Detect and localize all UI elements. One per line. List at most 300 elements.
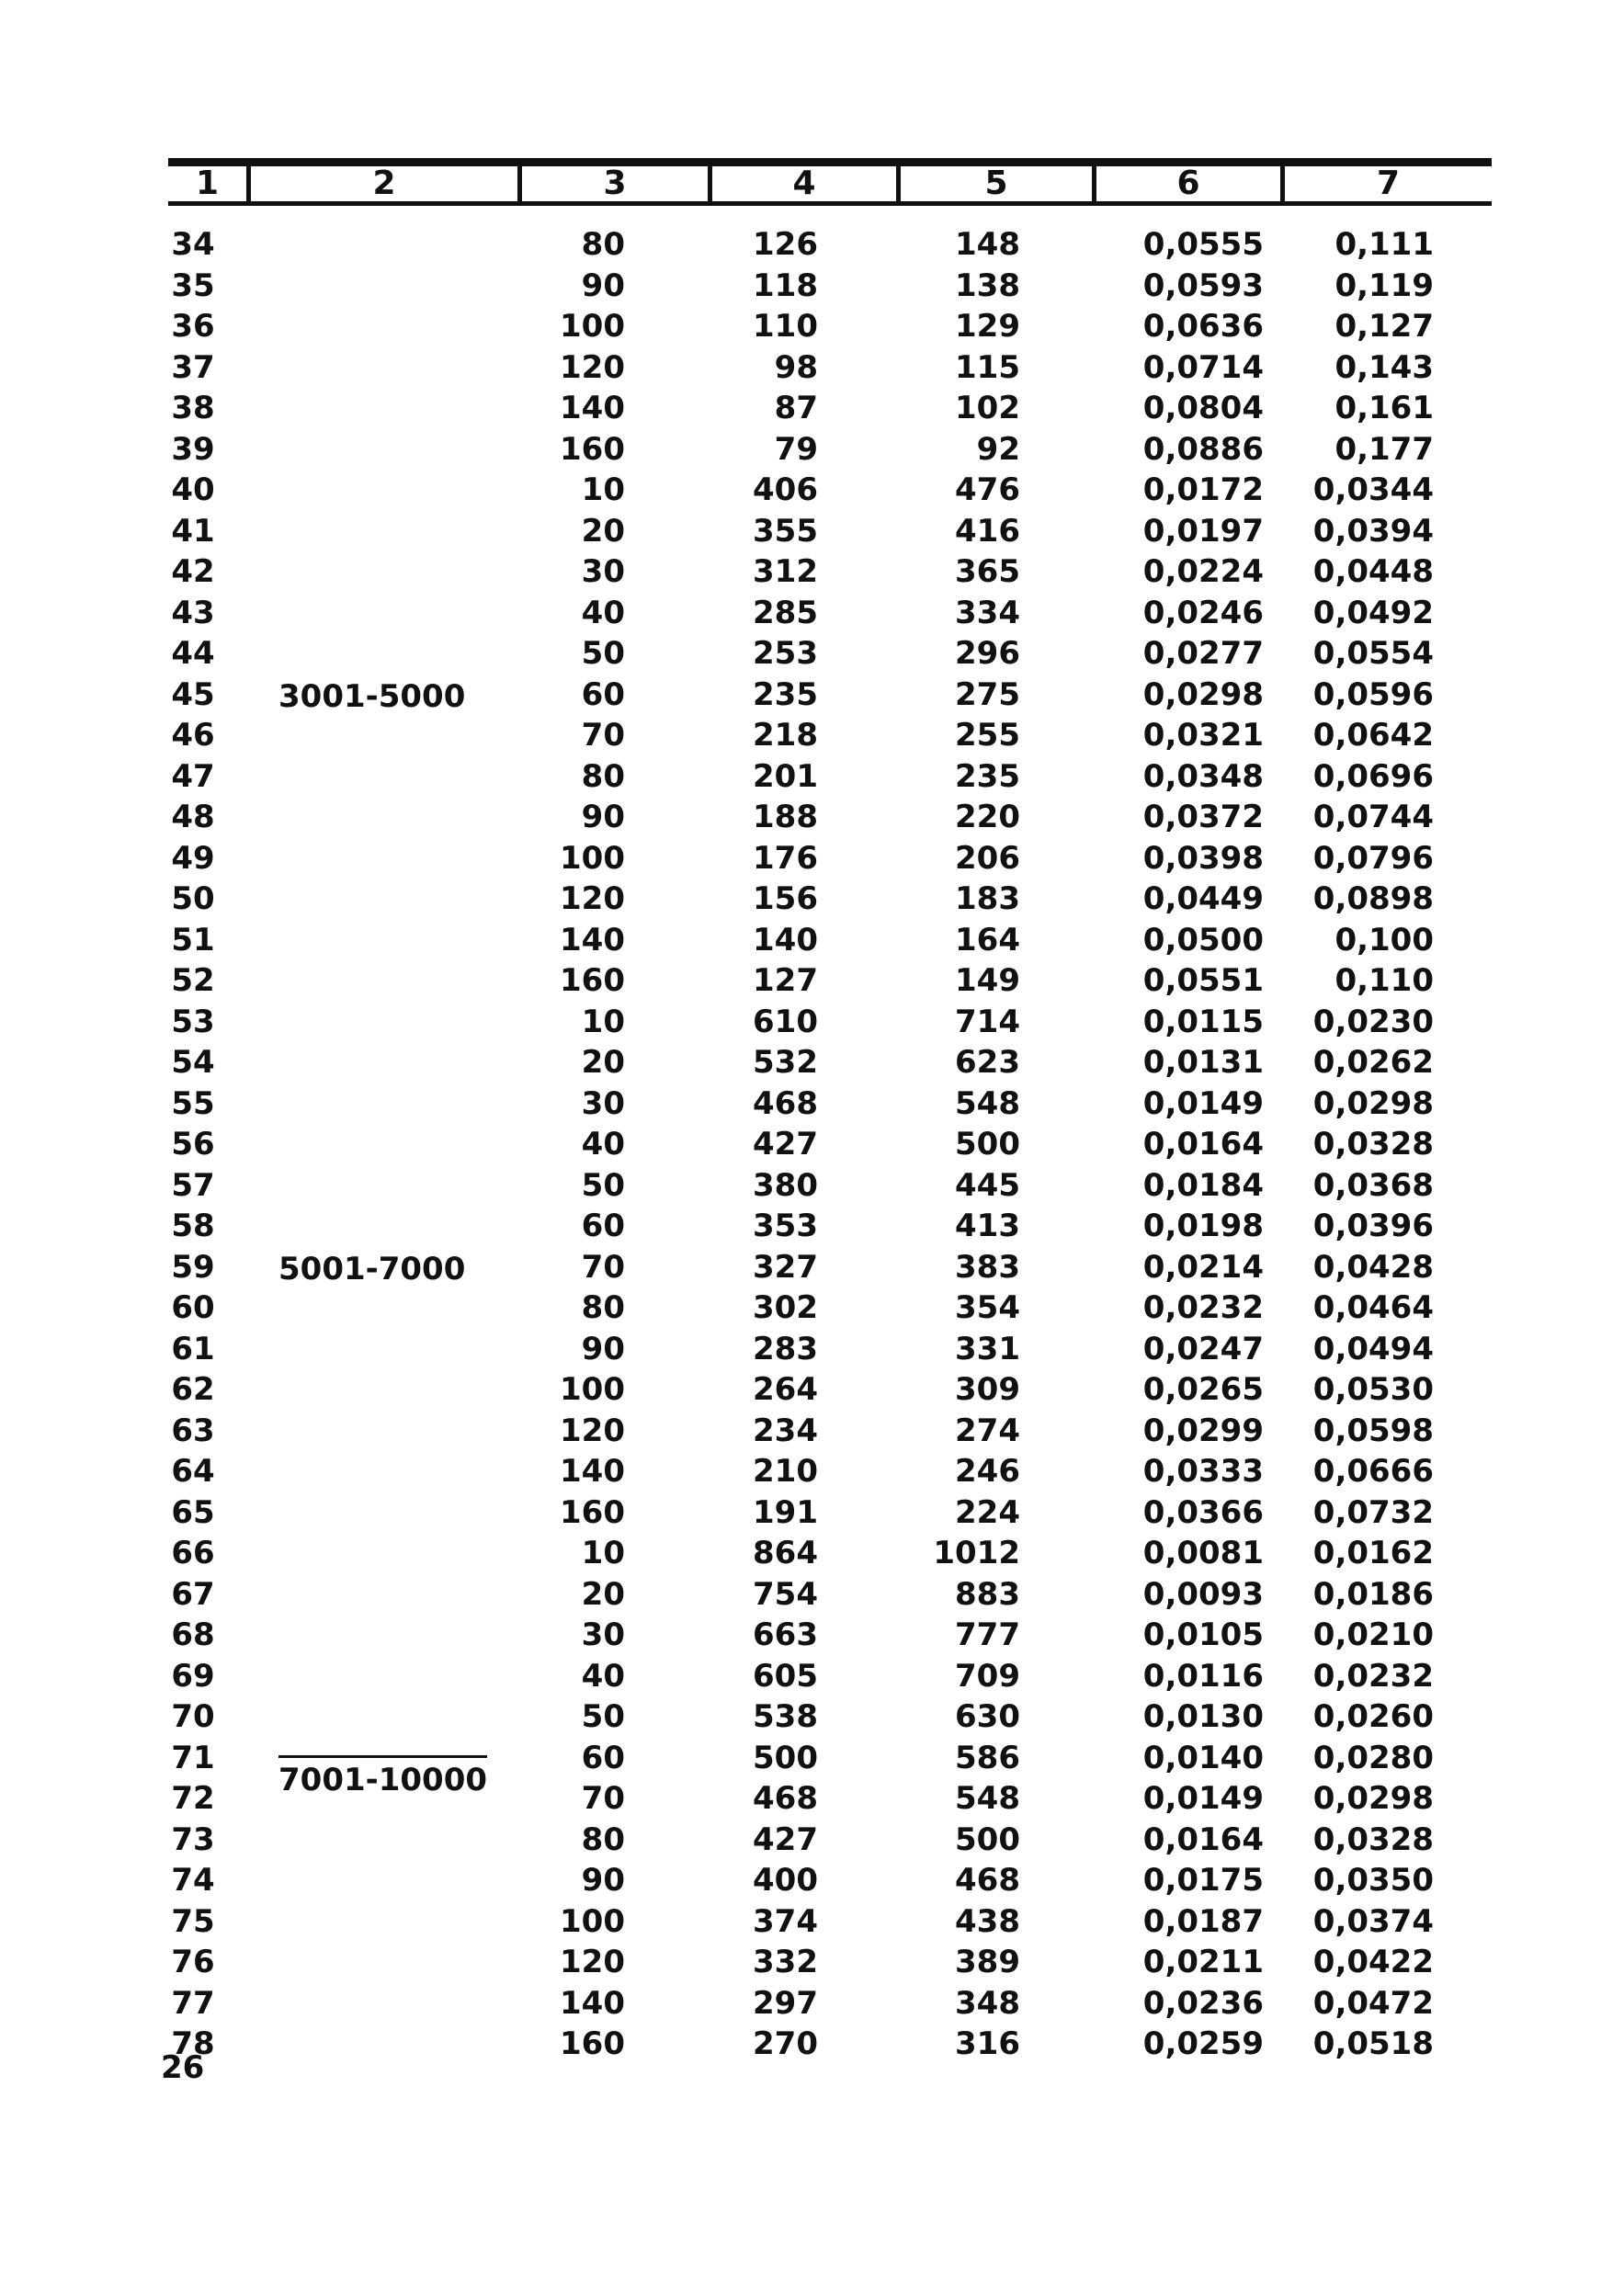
cell-col7: 0,111: [1334, 226, 1434, 263]
cell-col7: 0,0260: [1312, 1698, 1434, 1735]
row-number: 34: [171, 226, 215, 263]
column-header-2: 2: [372, 164, 396, 202]
row-number: 55: [171, 1084, 215, 1122]
cell-col5: 148: [955, 226, 1020, 263]
cell-col3: 90: [581, 1862, 625, 1899]
cell-col4: 380: [753, 1166, 818, 1204]
cell-col4: 210: [753, 1453, 818, 1490]
row-number: 51: [171, 921, 215, 958]
cell-col6: 0,0093: [1142, 1575, 1264, 1613]
row-number: 66: [171, 1535, 215, 1571]
row-number: 67: [171, 1575, 215, 1613]
cell-col3: 90: [581, 267, 625, 304]
table-row: [0, 838, 1624, 879]
column-header-7: 7: [1376, 164, 1401, 202]
cell-col6: 0,0449: [1142, 880, 1264, 917]
cell-col4: 332: [753, 1944, 818, 1980]
cell-col4: 297: [753, 1984, 818, 2022]
cell-col5: 383: [955, 1248, 1020, 1286]
cell-col6: 0,0372: [1142, 799, 1264, 835]
cell-col4: 234: [753, 1412, 818, 1449]
cell-col7: 0,0732: [1312, 1493, 1434, 1531]
table-row: [0, 1247, 1624, 1288]
cell-col5: 331: [955, 1330, 1020, 1367]
cell-col4: 605: [753, 1657, 818, 1695]
cell-col7: 0,0328: [1312, 1820, 1434, 1858]
cell-col7: 0,0396: [1312, 1208, 1434, 1244]
row-number: 41: [171, 512, 215, 550]
cell-col6: 0,0348: [1142, 757, 1264, 795]
table-row: [0, 1369, 1624, 1411]
cell-col5: 235: [955, 757, 1020, 795]
cell-col3: 30: [581, 553, 625, 590]
cell-col6: 0,0500: [1142, 921, 1264, 958]
cell-col6: 0,0130: [1142, 1698, 1264, 1735]
row-number: 71: [171, 1739, 215, 1776]
cell-col3: 50: [581, 1698, 625, 1735]
cell-col7: 0,0298: [1312, 1084, 1434, 1122]
cell-col6: 0,0140: [1142, 1739, 1264, 1776]
table-row: [0, 1778, 1624, 1820]
cell-col5: 309: [955, 1371, 1020, 1408]
table-row: [0, 756, 1624, 798]
row-number: 43: [171, 594, 215, 631]
cell-col7: 0,0494: [1312, 1330, 1434, 1367]
cell-col7: 0,0328: [1312, 1126, 1434, 1163]
cell-col3: 120: [560, 1412, 625, 1449]
cell-col5: 413: [955, 1208, 1020, 1244]
cell-col5: 416: [955, 512, 1020, 550]
cell-col3: 10: [581, 1535, 625, 1571]
cell-col7: 0,0262: [1312, 1044, 1434, 1081]
cell-col5: 777: [955, 1616, 1020, 1653]
table-row: [0, 675, 1624, 716]
cell-col3: 100: [560, 308, 625, 345]
row-number: 52: [171, 962, 215, 999]
cell-col3: 80: [581, 757, 625, 795]
cell-col6: 0,0555: [1142, 226, 1264, 263]
cell-col6: 0,0636: [1142, 308, 1264, 345]
cell-col3: 140: [560, 921, 625, 958]
row-number: 64: [171, 1453, 215, 1490]
cell-col6: 0,0321: [1142, 717, 1264, 754]
row-number: 53: [171, 1003, 215, 1040]
cell-col5: 224: [955, 1493, 1020, 1531]
cell-col6: 0,0265: [1142, 1371, 1264, 1408]
cell-col6: 0,0398: [1142, 839, 1264, 877]
cell-col5: 138: [955, 267, 1020, 304]
cell-col4: 253: [753, 635, 818, 672]
cell-col3: 80: [581, 1289, 625, 1326]
cell-col7: 0,0374: [1312, 1902, 1434, 1940]
cell-col7: 0,110: [1334, 962, 1434, 999]
cell-col6: 0,0333: [1142, 1453, 1264, 1490]
cell-col5: 164: [955, 921, 1020, 958]
cell-col7: 0,0428: [1312, 1248, 1434, 1286]
cell-col4: 127: [753, 962, 818, 999]
cell-col7: 0,0596: [1312, 675, 1434, 713]
row-number: 35: [171, 267, 215, 304]
cell-col6: 0,0187: [1142, 1902, 1264, 1940]
cell-col3: 140: [560, 1453, 625, 1490]
cell-col6: 0,0277: [1142, 635, 1264, 672]
cell-col5: 255: [955, 717, 1020, 754]
cell-col3: 90: [581, 799, 625, 835]
cell-col3: 20: [581, 1044, 625, 1081]
cell-col3: 140: [560, 1984, 625, 2022]
table-row: [0, 266, 1624, 307]
cell-col6: 0,0149: [1142, 1084, 1264, 1122]
cell-col6: 0,0164: [1142, 1820, 1264, 1858]
cell-col3: 120: [560, 348, 625, 386]
cell-col5: 586: [955, 1739, 1020, 1776]
cell-col4: 188: [753, 799, 818, 835]
cell-col7: 0,0464: [1312, 1289, 1434, 1326]
cell-col6: 0,0149: [1142, 1780, 1264, 1817]
cell-col7: 0,0344: [1312, 471, 1434, 508]
table-row: [0, 1287, 1624, 1329]
cell-col4: 110: [753, 308, 818, 345]
cell-col7: 0,0666: [1312, 1453, 1434, 1490]
cell-col7: 0,0350: [1312, 1862, 1434, 1899]
cell-col4: 191: [753, 1493, 818, 1531]
cell-col6: 0,0714: [1142, 348, 1264, 386]
cell-col7: 0,0744: [1312, 799, 1434, 835]
row-number: 49: [171, 839, 215, 877]
cell-col3: 160: [560, 430, 625, 468]
cell-col3: 100: [560, 839, 625, 877]
cell-col4: 754: [753, 1575, 818, 1613]
cell-col6: 0,0247: [1142, 1330, 1264, 1367]
table-row: [0, 715, 1624, 756]
table-row: [0, 1615, 1624, 1656]
cell-col4: 87: [774, 390, 818, 426]
cell-col6: 0,0081: [1142, 1535, 1264, 1571]
cell-col3: 160: [560, 1493, 625, 1531]
column-header-6: 6: [1176, 164, 1200, 202]
row-number: 74: [171, 1862, 215, 1899]
cell-col7: 0,0518: [1312, 2025, 1434, 2062]
cell-col4: 374: [753, 1902, 818, 1940]
row-number: 39: [171, 430, 215, 468]
cell-col5: 183: [955, 880, 1020, 917]
table-row: [0, 551, 1624, 593]
cell-col6: 0,0214: [1142, 1248, 1264, 1286]
cell-col5: 1012: [933, 1535, 1020, 1571]
cell-col3: 40: [581, 594, 625, 631]
cell-col4: 285: [753, 594, 818, 631]
table-row: [0, 1492, 1624, 1534]
column-header-5: 5: [984, 164, 1008, 202]
table-row: [0, 388, 1624, 429]
table-row: [0, 1820, 1624, 1861]
row-number: 46: [171, 717, 215, 754]
table-row: [0, 2024, 1624, 2065]
cell-col5: 220: [955, 799, 1020, 835]
cell-col7: 0,0598: [1312, 1412, 1434, 1449]
cell-col5: 348: [955, 1984, 1020, 2022]
cell-col5: 206: [955, 839, 1020, 877]
cell-col4: 538: [753, 1698, 818, 1735]
cell-col4: 312: [753, 553, 818, 590]
cell-col5: 548: [955, 1780, 1020, 1817]
cell-col7: 0,0898: [1312, 880, 1434, 917]
table-row: [0, 1738, 1624, 1779]
cell-col3: 70: [581, 1780, 625, 1817]
row-number: 65: [171, 1493, 215, 1531]
cell-col3: 40: [581, 1657, 625, 1695]
cell-col5: 365: [955, 553, 1020, 590]
table-row: [0, 879, 1624, 920]
cell-col5: 316: [955, 2025, 1020, 2062]
row-number: 69: [171, 1657, 215, 1695]
cell-col5: 500: [955, 1126, 1020, 1163]
cell-col7: 0,0448: [1312, 553, 1434, 590]
column-header-4: 4: [792, 164, 816, 202]
cell-col4: 610: [753, 1003, 818, 1040]
table-row: [0, 633, 1624, 675]
table-row: [0, 1696, 1624, 1738]
cell-col7: 0,0368: [1312, 1166, 1434, 1204]
cell-col5: 334: [955, 594, 1020, 631]
table-row: [0, 1165, 1624, 1207]
row-number: 60: [171, 1289, 215, 1326]
row-number: 62: [171, 1371, 215, 1408]
cell-col6: 0,0131: [1142, 1044, 1264, 1081]
cell-col5: 714: [955, 1003, 1020, 1040]
row-number: 36: [171, 308, 215, 345]
row-number: 57: [171, 1166, 215, 1204]
cell-col7: 0,0554: [1312, 635, 1434, 672]
cell-col7: 0,0642: [1312, 717, 1434, 754]
group-label: 3001-5000: [278, 678, 466, 715]
table-row: [0, 1656, 1624, 1697]
table-row: [0, 1533, 1624, 1574]
table-row: [0, 1574, 1624, 1616]
cell-col6: 0,0593: [1142, 267, 1264, 304]
cell-col7: 0,0186: [1312, 1575, 1434, 1613]
cell-col5: 102: [955, 390, 1020, 426]
group-label: 5001-7000: [278, 1251, 466, 1287]
cell-col3: 80: [581, 1820, 625, 1858]
cell-col3: 70: [581, 1248, 625, 1286]
cell-col5: 354: [955, 1289, 1020, 1326]
column-header-3: 3: [603, 164, 627, 202]
cell-col5: 92: [976, 430, 1020, 468]
cell-col6: 0,0198: [1142, 1208, 1264, 1244]
cell-col3: 10: [581, 471, 625, 508]
cell-col3: 10: [581, 1003, 625, 1040]
table-row: [0, 1124, 1624, 1165]
cell-col4: 500: [753, 1739, 818, 1776]
cell-col5: 883: [955, 1575, 1020, 1613]
cell-col5: 468: [955, 1862, 1020, 1899]
table-row: [0, 1942, 1624, 1983]
cell-col6: 0,0366: [1142, 1493, 1264, 1531]
row-number: 40: [171, 471, 215, 508]
row-number: 38: [171, 390, 215, 426]
row-number: 37: [171, 348, 215, 386]
cell-col3: 50: [581, 635, 625, 672]
cell-col6: 0,0551: [1142, 962, 1264, 999]
cell-col6: 0,0804: [1142, 390, 1264, 426]
table-row: [0, 1206, 1624, 1247]
cell-col4: 218: [753, 717, 818, 754]
cell-col5: 438: [955, 1902, 1020, 1940]
cell-col6: 0,0175: [1142, 1862, 1264, 1899]
cell-col7: 0,0422: [1312, 1944, 1434, 1980]
cell-col7: 0,143: [1334, 348, 1434, 386]
cell-col6: 0,0105: [1142, 1616, 1264, 1653]
cell-col5: 296: [955, 635, 1020, 672]
cell-col3: 30: [581, 1616, 625, 1653]
cell-col3: 160: [560, 2025, 625, 2062]
cell-col7: 0,0298: [1312, 1780, 1434, 1817]
cell-col7: 0,100: [1334, 921, 1434, 958]
table-row: [0, 797, 1624, 838]
cell-col5: 476: [955, 471, 1020, 508]
cell-col5: 630: [955, 1698, 1020, 1735]
cell-col7: 0,0232: [1312, 1657, 1434, 1695]
cell-col6: 0,0232: [1142, 1289, 1264, 1326]
cell-col4: 468: [753, 1084, 818, 1122]
cell-col4: 427: [753, 1126, 818, 1163]
cell-col6: 0,0184: [1142, 1166, 1264, 1204]
cell-col7: 0,0394: [1312, 512, 1434, 550]
cell-col6: 0,0197: [1142, 512, 1264, 550]
cell-col4: 156: [753, 880, 818, 917]
row-number: 47: [171, 757, 215, 795]
cell-col3: 60: [581, 1208, 625, 1244]
cell-col7: 0,0530: [1312, 1371, 1434, 1408]
table-row: [0, 1901, 1624, 1943]
cell-col3: 40: [581, 1126, 625, 1163]
cell-col4: 864: [753, 1535, 818, 1571]
cell-col6: 0,0298: [1142, 675, 1264, 713]
cell-col6: 0,0115: [1142, 1003, 1264, 1040]
cell-col4: 427: [753, 1820, 818, 1858]
cell-col3: 120: [560, 1944, 625, 1980]
table-row: [0, 224, 1624, 266]
cell-col7: 0,0210: [1312, 1616, 1434, 1653]
cell-col4: 400: [753, 1862, 818, 1899]
cell-col4: 176: [753, 839, 818, 877]
table-row: [0, 470, 1624, 511]
cell-col6: 0,0116: [1142, 1657, 1264, 1695]
row-number: 78: [171, 2025, 215, 2062]
row-number: 44: [171, 635, 215, 672]
row-number: 50: [171, 880, 215, 917]
cell-col4: 283: [753, 1330, 818, 1367]
cell-col4: 235: [753, 675, 818, 713]
cell-col5: 623: [955, 1044, 1020, 1081]
row-number: 54: [171, 1044, 215, 1081]
cell-col3: 20: [581, 512, 625, 550]
cell-col4: 327: [753, 1248, 818, 1286]
row-number: 73: [171, 1820, 215, 1858]
cell-col3: 100: [560, 1902, 625, 1940]
cell-col7: 0,119: [1334, 267, 1434, 304]
row-number: 68: [171, 1616, 215, 1653]
cell-col5: 115: [955, 348, 1020, 386]
cell-col4: 140: [753, 921, 818, 958]
row-number: 75: [171, 1902, 215, 1940]
cell-col6: 0,0172: [1142, 471, 1264, 508]
cell-col7: 0,0796: [1312, 839, 1434, 877]
row-number: 61: [171, 1330, 215, 1367]
cell-col5: 275: [955, 675, 1020, 713]
row-number: 56: [171, 1126, 215, 1163]
cell-col3: 120: [560, 880, 625, 917]
cell-col5: 389: [955, 1944, 1020, 1980]
cell-col4: 406: [753, 471, 818, 508]
cell-col3: 160: [560, 962, 625, 999]
table-body: [0, 224, 1624, 2065]
row-number: 58: [171, 1208, 215, 1244]
table-row: [0, 429, 1624, 471]
cell-col5: 709: [955, 1657, 1020, 1695]
cell-col3: 60: [581, 675, 625, 713]
cell-col3: 90: [581, 1330, 625, 1367]
row-number: 76: [171, 1944, 215, 1980]
cell-col4: 126: [753, 226, 818, 263]
cell-col6: 0,0236: [1142, 1984, 1264, 2022]
table-row: [0, 1860, 1624, 1901]
cell-col6: 0,0224: [1142, 553, 1264, 590]
cell-col4: 302: [753, 1289, 818, 1326]
cell-col4: 270: [753, 2025, 818, 2062]
cell-col6: 0,0211: [1142, 1944, 1264, 1980]
cell-col4: 468: [753, 1780, 818, 1817]
cell-col4: 532: [753, 1044, 818, 1081]
row-number: 63: [171, 1412, 215, 1449]
cell-col4: 79: [774, 430, 818, 468]
page-number: 26: [161, 2049, 205, 2086]
cell-col3: 100: [560, 1371, 625, 1408]
cell-col7: 0,161: [1334, 390, 1434, 426]
cell-col4: 118: [753, 267, 818, 304]
cell-col7: 0,0230: [1312, 1003, 1434, 1040]
table-row: [0, 1411, 1624, 1452]
cell-col4: 663: [753, 1616, 818, 1653]
column-header-1: 1: [195, 164, 220, 202]
cell-col5: 274: [955, 1412, 1020, 1449]
cell-col3: 30: [581, 1084, 625, 1122]
row-number: 59: [171, 1248, 215, 1286]
cell-col6: 0,0299: [1142, 1412, 1264, 1449]
table-row: [0, 920, 1624, 961]
cell-col3: 70: [581, 717, 625, 754]
table-row: [0, 1983, 1624, 2024]
cell-col6: 0,0246: [1142, 594, 1264, 631]
table-row: [0, 347, 1624, 389]
cell-col5: 149: [955, 962, 1020, 999]
cell-col6: 0,0259: [1142, 2025, 1264, 2062]
table-row: [0, 593, 1624, 634]
cell-col7: 0,0492: [1312, 594, 1434, 631]
table-row: [0, 1451, 1624, 1492]
cell-col3: 60: [581, 1739, 625, 1776]
cell-col3: 80: [581, 226, 625, 263]
group-label: 7001-10000: [278, 1755, 487, 1800]
cell-col4: 264: [753, 1371, 818, 1408]
cell-col3: 20: [581, 1575, 625, 1613]
cell-col7: 0,177: [1334, 430, 1434, 468]
cell-col6: 0,0164: [1142, 1126, 1264, 1163]
cell-col5: 500: [955, 1820, 1020, 1858]
row-number: 45: [171, 675, 215, 713]
cell-col7: 0,0280: [1312, 1739, 1434, 1776]
